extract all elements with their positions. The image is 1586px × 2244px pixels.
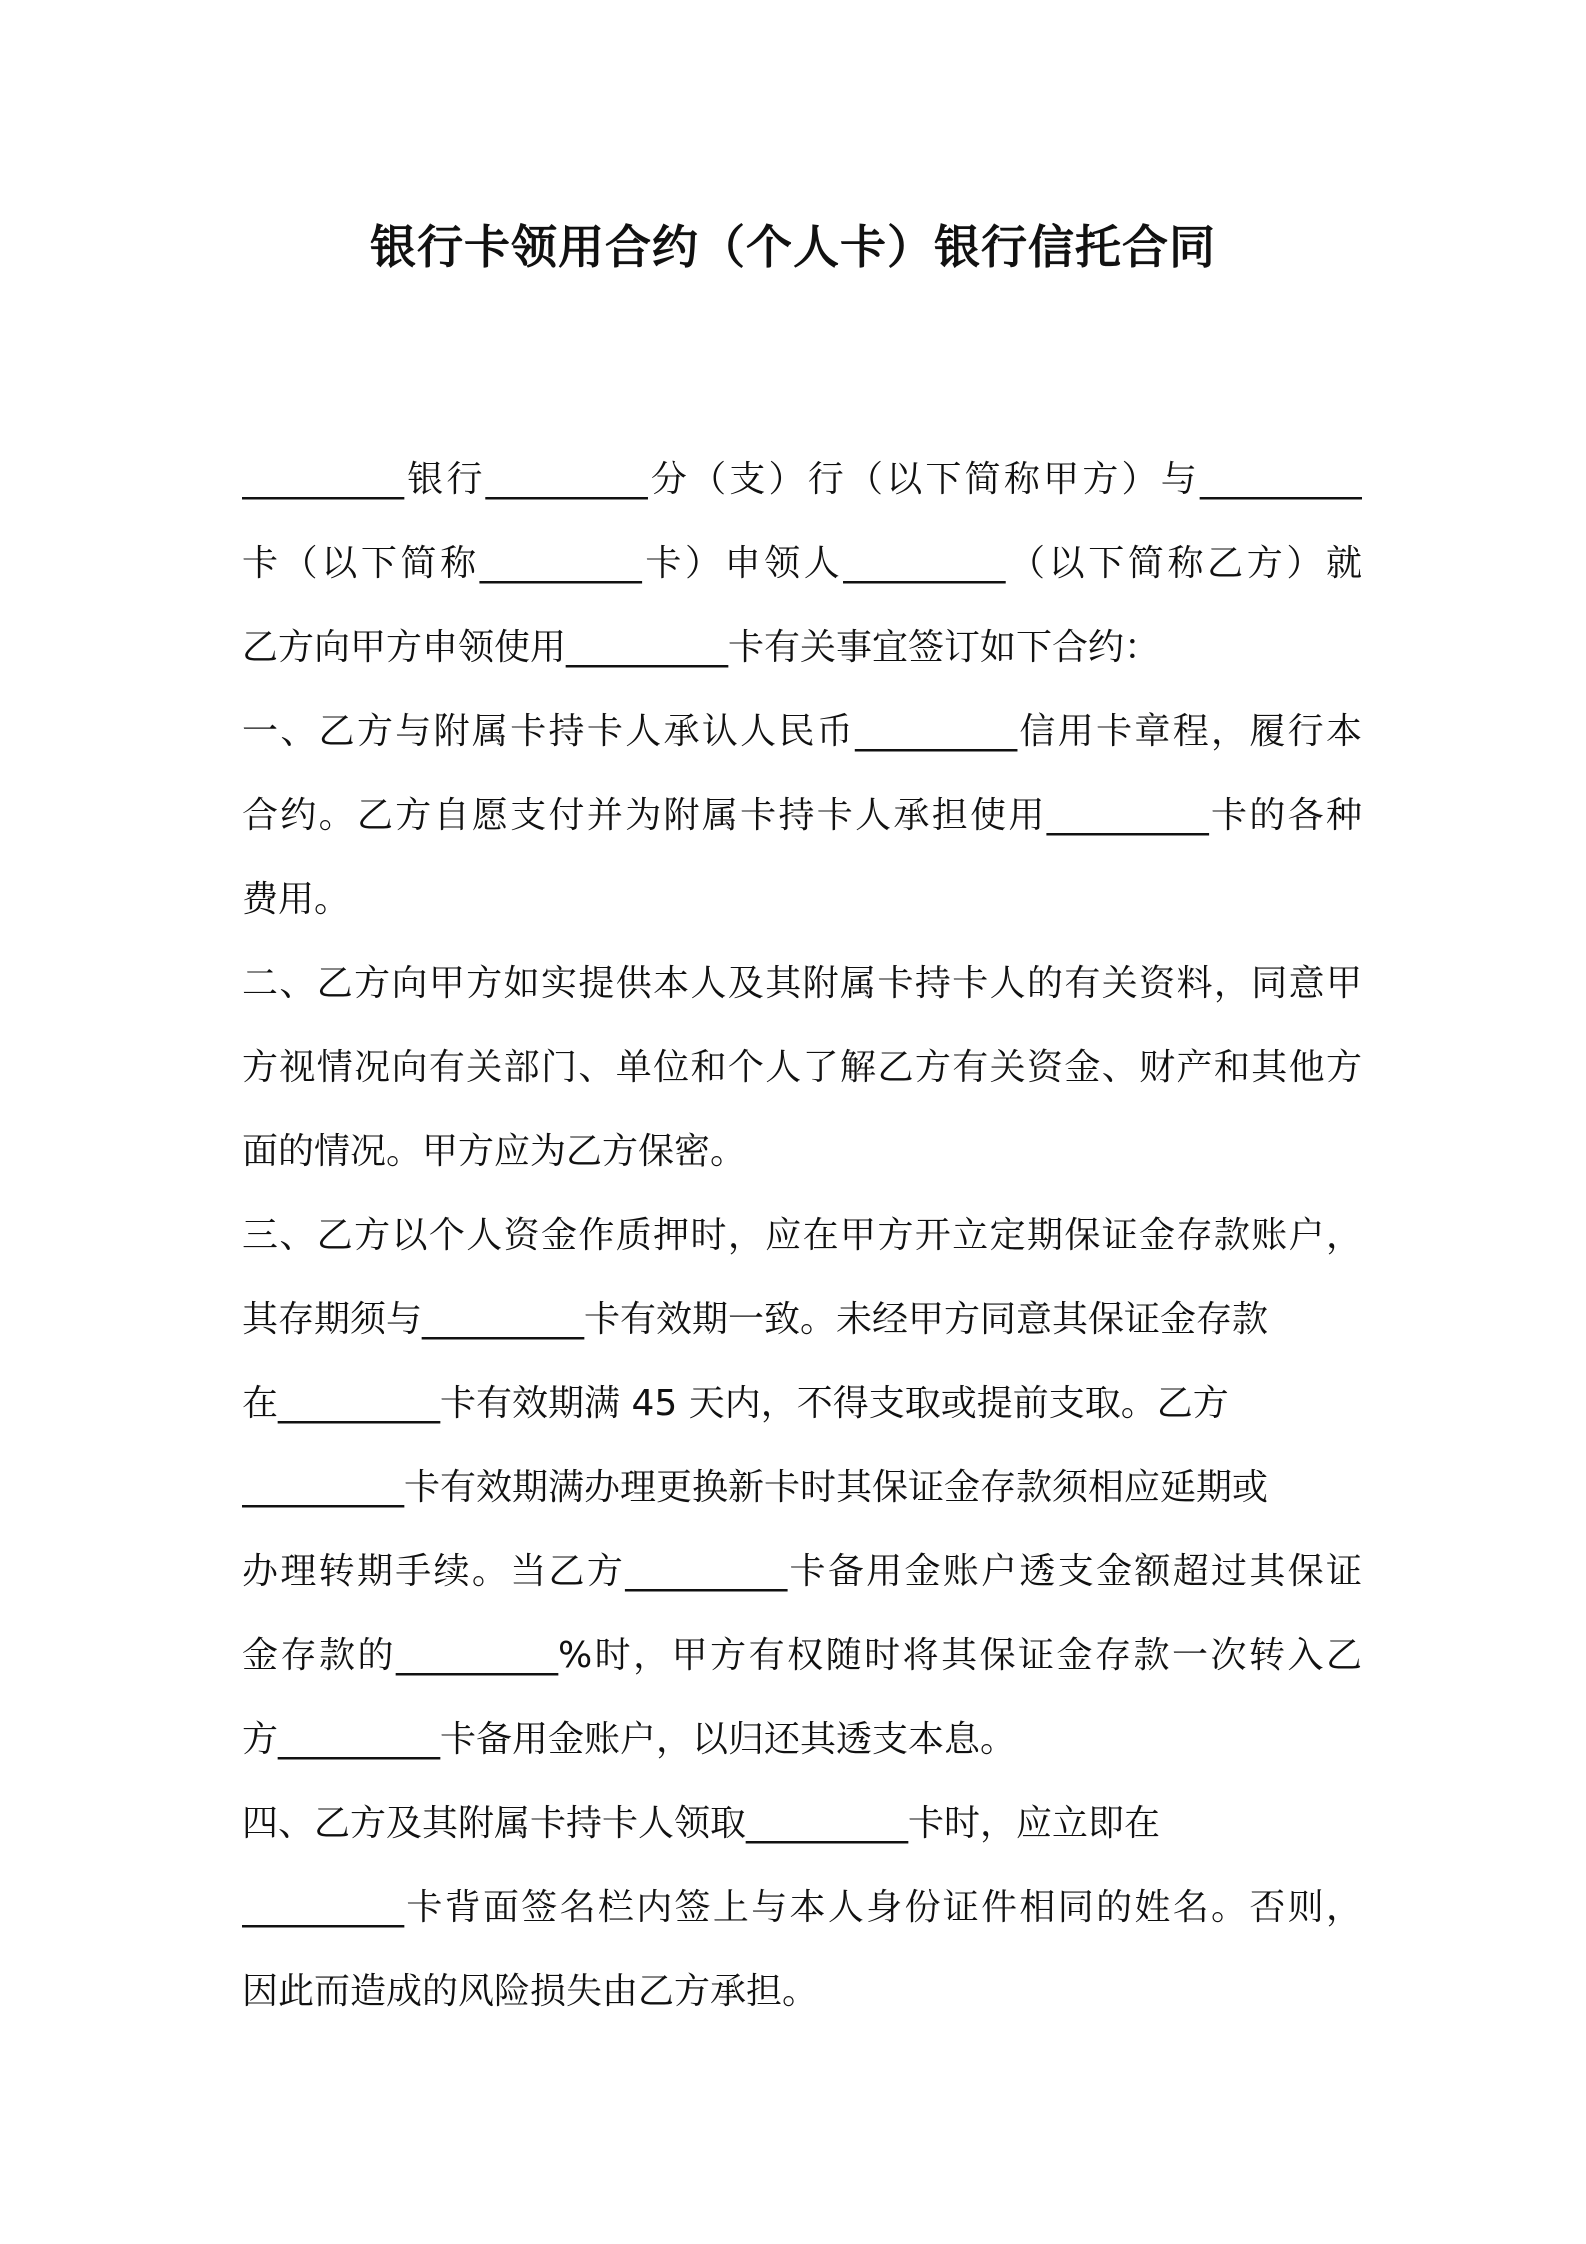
text-line: 四、乙方及其附属卡持卡人领取_________卡时，应立即在 [242, 1803, 1161, 1844]
text-line: 卡（以下简称_________卡）申领人_________（以下简称乙方）就 [242, 543, 1362, 584]
text-line: _________卡背面签名栏内签上与本人身份证件相同的姓名。否则， [242, 1887, 1362, 1928]
text-line: 方视情况向有关部门、单位和个人了解乙方有关资金、财产和其他方 [242, 1047, 1362, 1088]
text-line: 面的情况。甲方应为乙方保密。 [242, 1131, 747, 1172]
document-title: 银行卡领用合约（个人卡）银行信托合同 [370, 220, 1216, 274]
text-line: 方_________卡备用金账户，以归还其透支本息。 [242, 1719, 1017, 1760]
text-line: 乙方向甲方申领使用_________卡有关事宜签订如下合约： [242, 627, 1161, 668]
text-line: 费用。 [242, 879, 351, 920]
text-line: 一、乙方与附属卡持卡人承认人民币_________信用卡章程，履行本 [242, 711, 1362, 752]
text-line: _________卡有效期满办理更换新卡时其保证金存款须相应延期或 [242, 1467, 1269, 1508]
text-line: 办理转期手续。当乙方_________卡备用金账户透支金额超过其保证 [242, 1551, 1362, 1592]
document-body [242, 438, 1362, 2034]
text-line: 在_________卡有效期满 45 天内，不得支取或提前支取。乙方 [242, 1383, 1229, 1424]
text-line: 二、乙方向甲方如实提供本人及其附属卡持卡人的有关资料，同意甲 [242, 963, 1362, 1004]
text-line: _________银行_________分（支）行（以下简称甲方）与_________ [242, 459, 1362, 500]
text-line: 其存期须与_________卡有效期一致。未经甲方同意其保证金存款 [242, 1299, 1269, 1340]
text-line: 因此而造成的风险损失由乙方承担。 [242, 1971, 819, 2012]
text-line: 三、乙方以个人资金作质押时，应在甲方开立定期保证金存款账户， [242, 1215, 1362, 1256]
text-line: 合约。乙方自愿支付并为附属卡持卡人承担使用_________卡的各种 [242, 795, 1362, 836]
text-line: 金存款的_________%时，甲方有权随时将其保证金存款一次转入乙 [242, 1635, 1362, 1676]
